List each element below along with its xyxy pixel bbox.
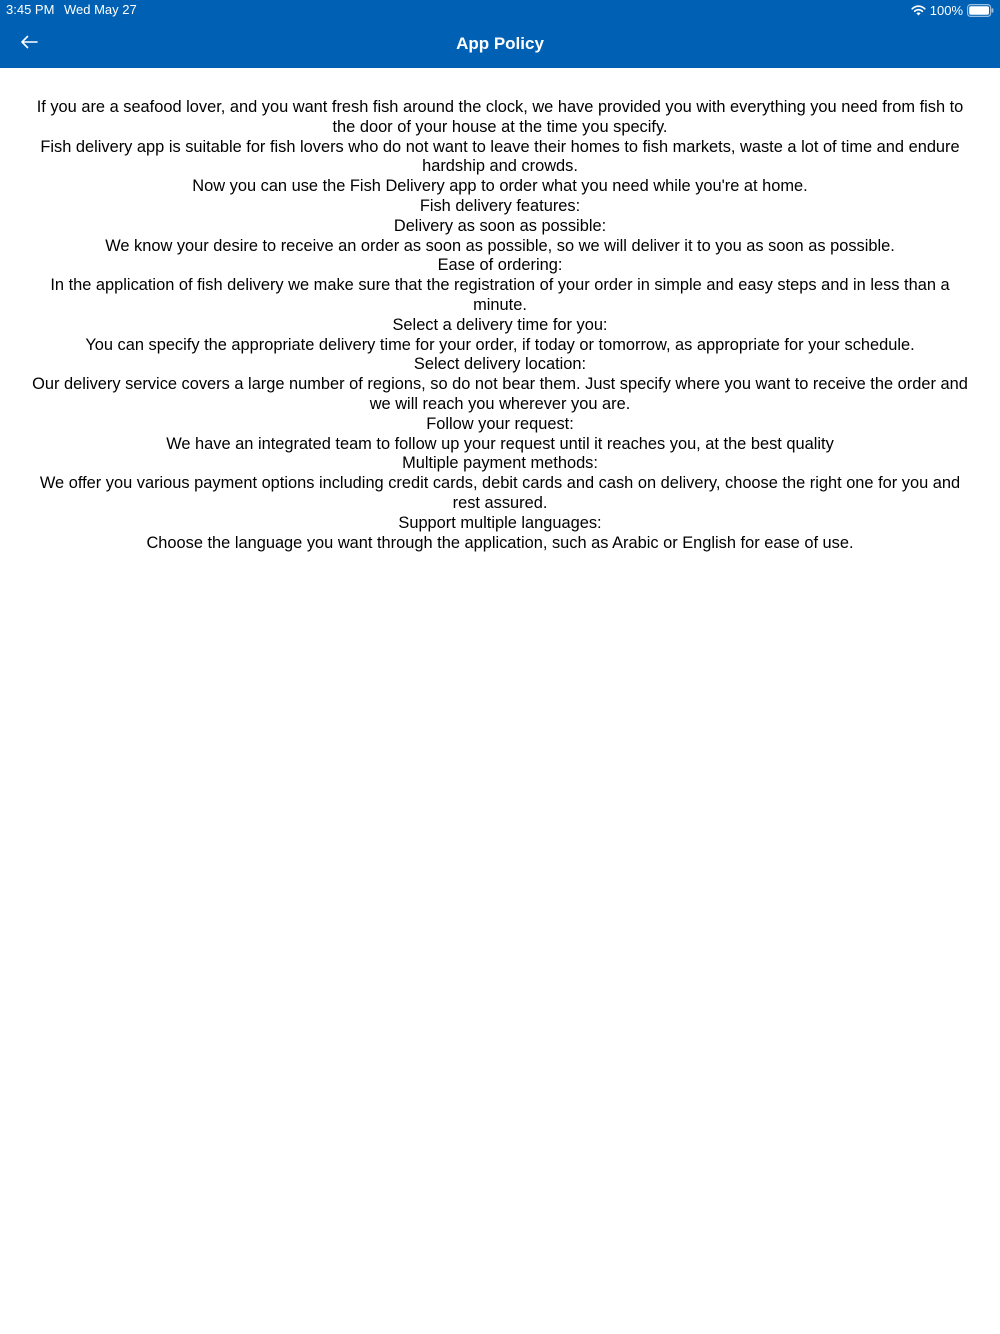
wifi-icon: [911, 5, 926, 16]
policy-heading: Ease of ordering:: [437, 256, 563, 275]
policy-paragraph: We have an integrated team to follow up your request until it reaches you, at the best quality: [166, 434, 834, 453]
policy-heading: Delivery as soon as possible:: [393, 216, 607, 235]
status-time: 3:45 PM: [6, 2, 55, 17]
policy-heading: Multiple payment methods:: [402, 454, 598, 473]
policy-heading: Support multiple languages:: [398, 513, 602, 532]
policy-paragraph: Now you can use the Fish Delivery app to order what you need while you're at home.: [192, 177, 808, 196]
status-date: Wed May 27: [64, 2, 137, 17]
policy-heading: Fish delivery features:: [419, 196, 581, 215]
policy-heading: Follow your request:: [426, 414, 574, 433]
navigation-header: [0, 0, 1000, 68]
policy-paragraph: Fish delivery app is suitable for fish lovers who do not want to leave their homes to fish markets, waste a lot of time and endure hardship and crowds.: [40, 137, 960, 176]
policy-paragraph: We know your desire to receive an order as soon as possible, so we will deliver it to you as soon as possible.: [105, 236, 895, 255]
policy-paragraph: If you are a seafood lover, and you want fresh fish around the clock, we have provided you with everything you need from fish to the door of your house at the time you specify.: [36, 98, 964, 136]
policy-heading: Select delivery location:: [413, 355, 587, 374]
status-indicators: [911, 2, 994, 18]
policy-paragraph: We offer you various payment options including credit cards, debit cards and cash on delivery, choose the right one for you and rest assured.: [39, 474, 961, 512]
policy-heading: Select a delivery time for you:: [392, 315, 608, 334]
page-title: App Policy: [456, 34, 544, 53]
policy-paragraph: You can specify the appropriate delivery time for your order, if today or tomorrow, as appropriate for your schedule.: [85, 335, 915, 354]
policy-content: [26, 98, 974, 553]
policy-paragraph: Choose the language you want through the application, such as Arabic or English for ease of use.: [146, 533, 854, 552]
battery-percentage: 100%: [929, 2, 963, 18]
battery-icon: [967, 4, 994, 17]
policy-paragraph: In the application of fish delivery we make sure that the registration of your order in simple and easy steps and in less than a minute.: [50, 276, 950, 314]
policy-paragraph: Our delivery service covers a large number of regions, so do not bear them. Just specify where you want to receive the order and we will reach you wherever you are.: [32, 375, 968, 413]
